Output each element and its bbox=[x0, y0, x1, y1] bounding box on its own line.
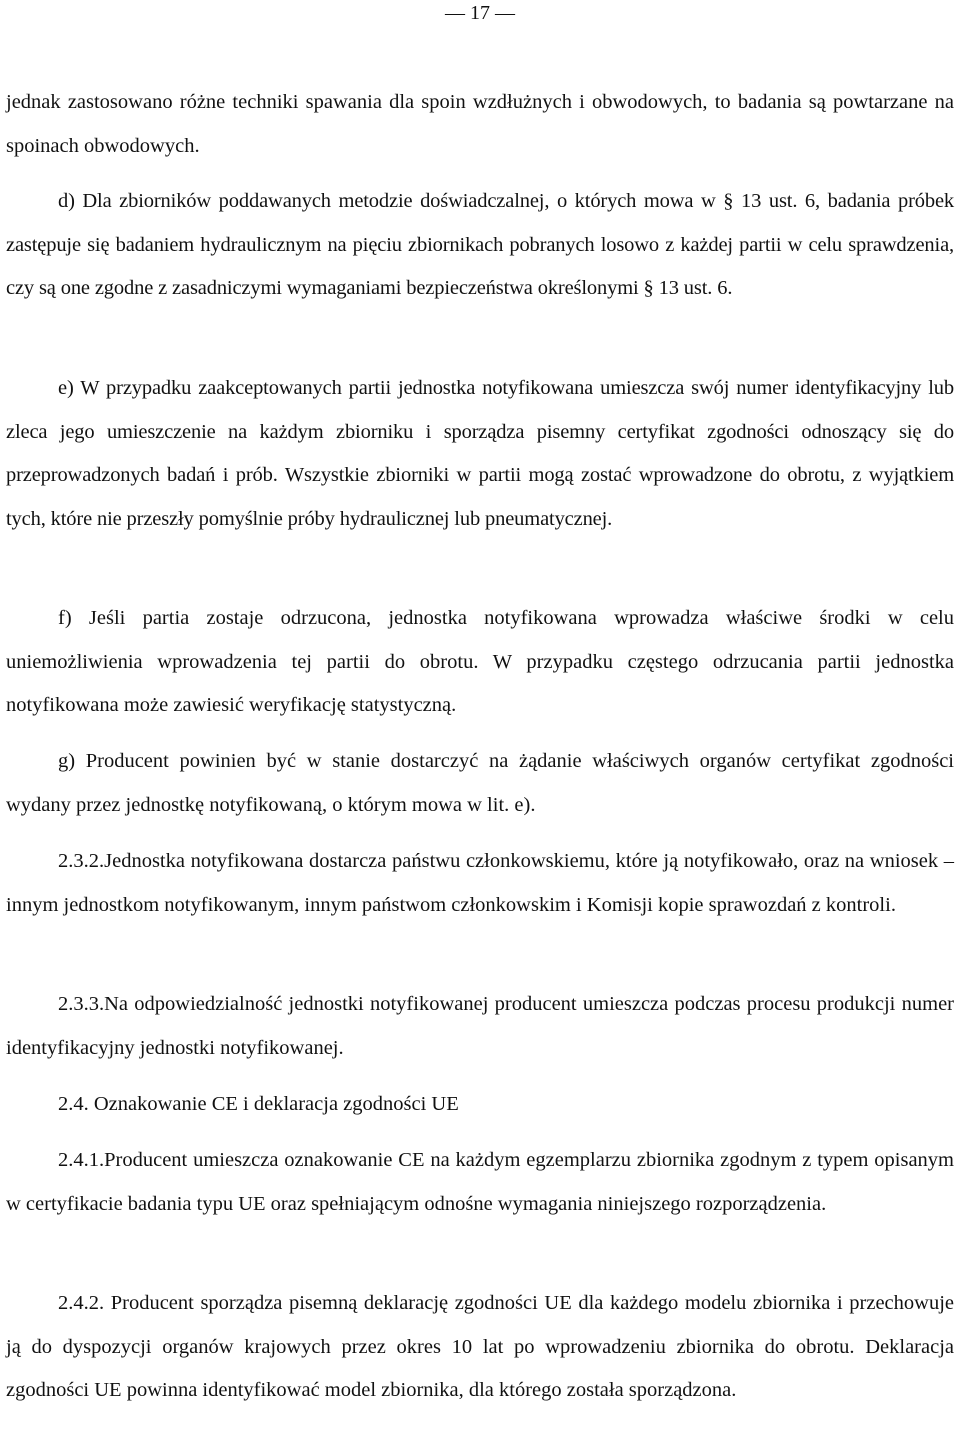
paragraph-2-4-2: 2.4.2. Producent sporządza pisemną deklarację zgodności UE dla każdego modelu zbiornika i przechowuje ją do dyspozycji organów krajowych przez okres 10 lat po wprowadzeniu zbiornika do obrotu. Deklaracja zgodności UE powinna identyfikować model zbiornika, dla którego została sporządzona. bbox=[6, 1292, 954, 1402]
paragraph-e: e) W przypadku zaakceptowanych partii jednostka notyfikowana umieszcza swój numer identyfikacyjny lub zleca jego umieszczenie na każdym zbiorniku i sporządza pisemny certyfikat zgodności odnoszący się do przeprowadzonych badań i prób. Wszystkie zbiorniki w partii mogą zostać wprowadzone do obrotu, z wyjątkiem tych, które nie przeszły pomyślnie próby hydraulicznej lub pneumatycznej. bbox=[6, 377, 954, 530]
paragraph-2-3-2: 2.3.2.Jednostka notyfikowana dostarcza państwu członkowskiemu, które ją notyfikowało, oraz na wniosek – innym jednostkom notyfikowanym, innym państwom członkowskim i Komisji kopie sprawozdań z kontroli. bbox=[6, 850, 954, 916]
page-number: — 17 — bbox=[445, 2, 515, 24]
paragraph-2-3-3: 2.3.3.Na odpowiedzialność jednostki notyfikowanej producent umieszcza podczas procesu produkcji numer identyfikacyjny jednostki notyfikowanej. bbox=[6, 993, 954, 1059]
paragraph-f: f) Jeśli partia zostaje odrzucona, jednostka notyfikowana wprowadza właściwe środki w celu uniemożliwienia wprowadzenia tej partii do obrotu. W przypadku częstego odrzucania partii jednostka notyfikowana może zawiesić weryfikację statystyczną. bbox=[6, 607, 954, 717]
section-heading-2-4: 2.4. Oznakowanie CE i deklaracja zgodności UE bbox=[58, 1093, 459, 1115]
paragraph-2-4-1: 2.4.1.Producent umieszcza oznakowanie CE na każdym egzemplarzu zbiornika zgodnym z typem opisanym w certyfikacie badania typu UE oraz spełniającym odnośne wymagania niniejszego rozporządzenia. bbox=[6, 1149, 954, 1215]
paragraph-d: d) Dla zbiorników poddawanych metodzie doświadczalnej, o których mowa w § 13 ust. 6, badania próbek zastępuje się badaniem hydraulicznym na pięciu zbiornikach pobranych losowo z każdej partii w celu sprawdzenia, czy są one zgodne z zasadniczymi wymaganiami bezpieczeństwa określonymi § 13 ust. 6. bbox=[6, 190, 954, 300]
paragraph-g: g) Producent powinien być w stanie dostarczyć na żądanie właściwych organów certyfikat zgodności wydany przez jednostkę notyfikowaną, o którym mowa w lit. e). bbox=[6, 750, 954, 816]
paragraph-continued: jednak zastosowano różne techniki spawania dla spoin wzdłużnych i obwodowych, to badania są powtarzane na spoinach obwodowych. bbox=[6, 91, 954, 157]
